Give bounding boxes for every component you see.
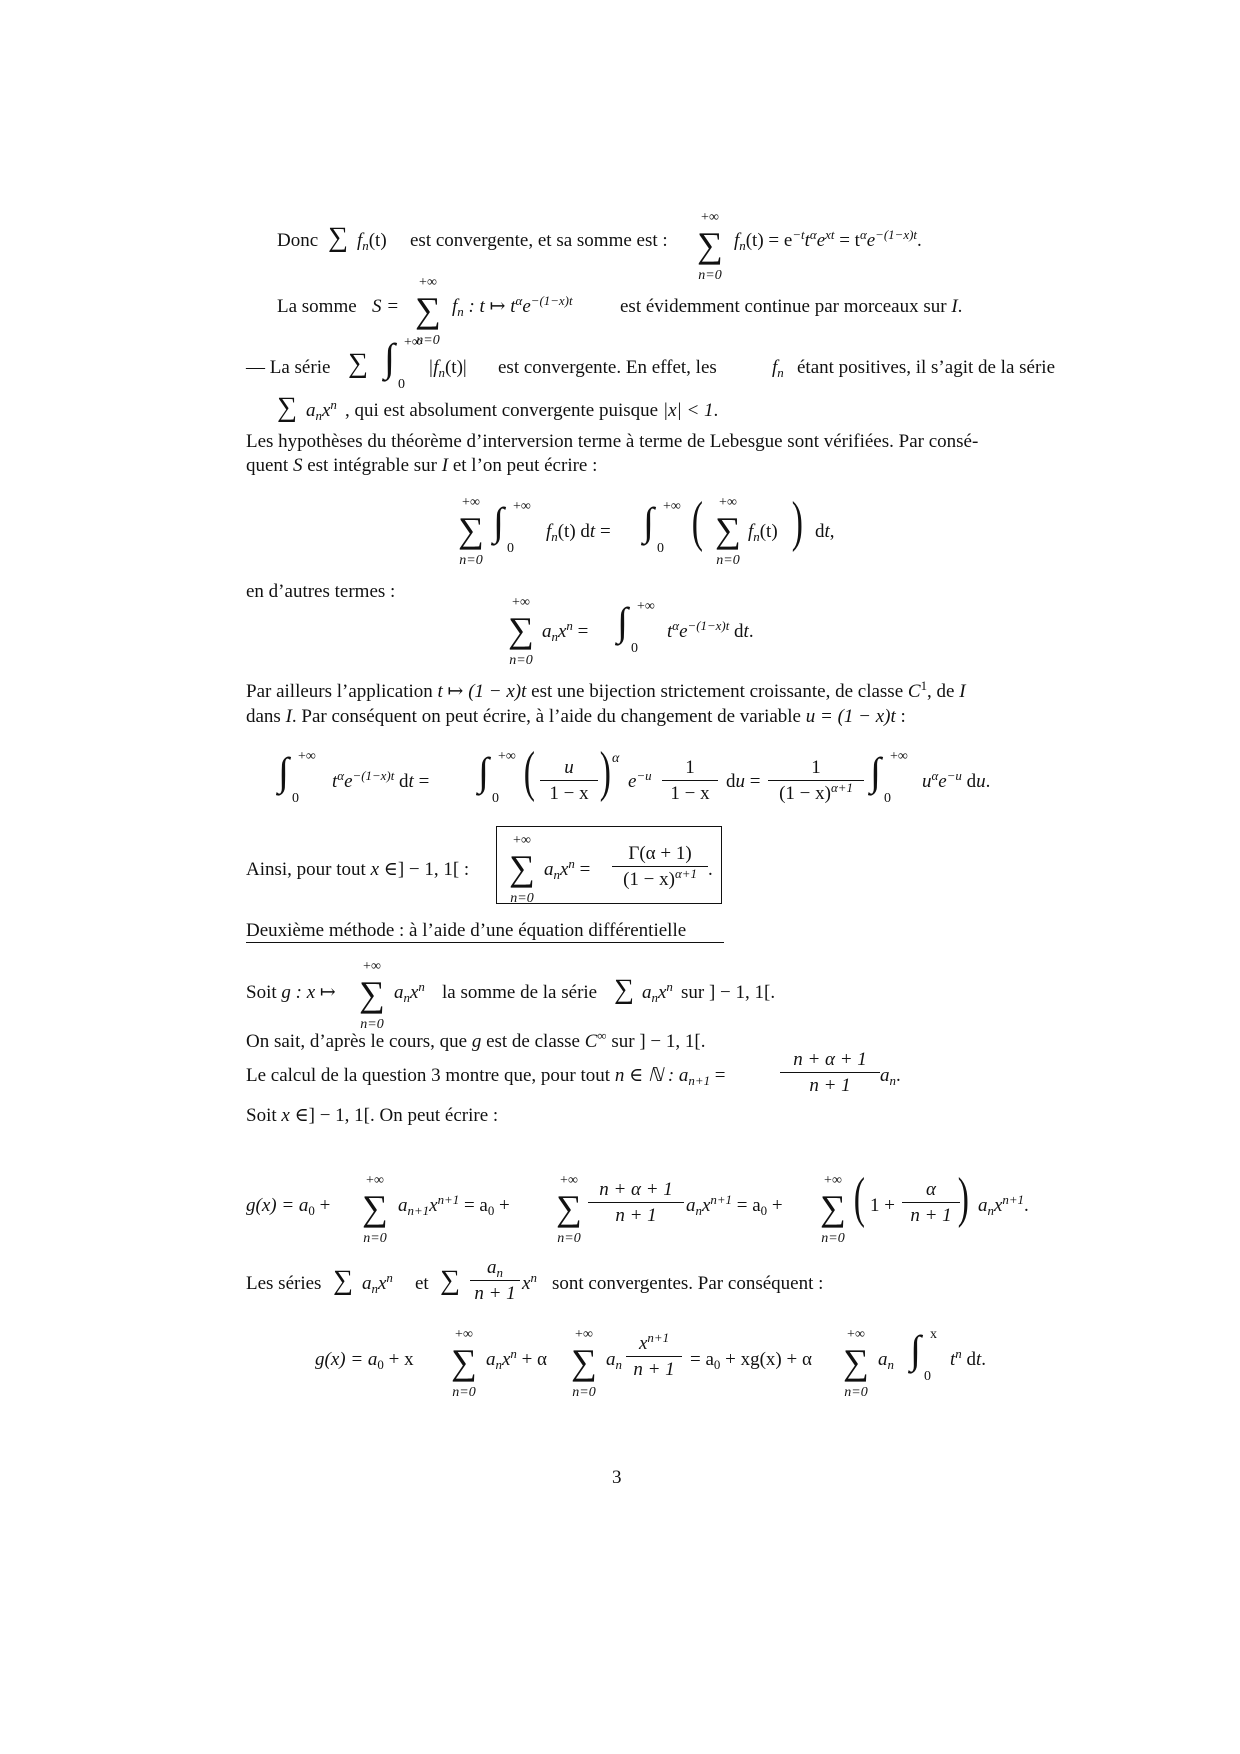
paragraph-line: Le calcul de la question 3 montre que, pour tout n ∈ ℕ : $a_{n+1}$ = [246,1065,726,1088]
sigma-small: ∑ [614,974,634,1005]
term: $a_nx^{n+1}$. [978,1191,1029,1218]
paragraph-line: Les séries [246,1273,322,1294]
g-eq: $g(x) = a_0 + x$ [315,1349,414,1372]
integrand: $t^n$ dt. [950,1345,987,1370]
anxn: $a_nx^n$ [306,396,337,423]
exp-term: $e^{-u}$ [628,767,652,792]
anxn: $a_nx^n$ [362,1269,393,1296]
fn-t: $f_n(t)$ [748,521,778,544]
one-plus: 1 + [870,1195,895,1216]
paragraph-line: en d’autres termes : [246,581,396,602]
text: est convergente, et sa somme est : [410,230,668,251]
text: , qui est absolument convergente puisque |x| < 1. [345,400,719,421]
integrand: $u^\alpha e^{-u}$ du. [922,767,991,792]
integrand: $t^\alpha e^{-(1-x)t}$ dt = [332,767,430,792]
paragraph-line: dans I. Par conséquent on peut écrire, à l’aide du changement de variable u = (1 − x)t : [246,706,906,727]
right-paren: ) [791,491,803,553]
text: Donc [277,230,319,251]
an: $a_n$ [606,1349,622,1372]
right-paren: ) [599,741,611,803]
paragraph-line: On sait, d’après le cours, que g est de classe C∞ sur ] − 1, 1[. [246,1027,706,1052]
fraction: $\frac{x^{n+1}}{n + 1}$ [626,1334,682,1379]
integrand: $t^\alpha e^{-(1-x)t}$ dt. [667,617,754,642]
an: $a_n$. [880,1065,901,1088]
equation: $a_nx^n$ = [542,617,589,644]
sigma-small: ∑ [440,1265,460,1296]
anxn: $a_nx^n$ = [544,855,591,882]
sigma-small: ∑ [333,1265,353,1296]
left-paren: ( [691,491,703,553]
equation: $f_n$ : t ↦ $t^\alpha e^{-(1-x)t}$ [452,292,573,319]
paragraph-line: Par ailleurs l’application t ↦ (1 − x)t est une bijection strictement croissante, de classe $C^1$, de I [246,677,966,702]
sigma-small: ∑ [348,348,368,379]
anxn: $a_nx^n$ [394,978,425,1005]
fraction: $\frac{1}{(1 - x)^{\alpha+1}}$ [768,758,864,803]
text: sont convergentes. Par conséquent : [552,1273,824,1294]
sigma-small: ∑ [328,222,348,253]
du: du = [726,771,761,792]
term: $a_{n+1}x^{n+1} = a_0$ + [398,1191,510,1218]
anxn: $a_nx^n$ [642,978,673,1005]
fraction: $\frac{n + \alpha + 1}{n + 1}$ [588,1180,684,1225]
line-1 [277,231,318,250]
term: $a_nx^n + \alpha$ [486,1345,548,1372]
term: = $a_0 + xg(x) + \alpha$ [690,1349,812,1372]
paragraph-line: quent S est intégrable sur I et l’on peut écrire : [246,455,598,476]
g-eq: $g(x) = a_0$ + [246,1195,331,1218]
text: sur ] − 1, 1[. [681,982,776,1003]
sigma-small: ∑ [277,392,297,423]
text: est évidemment continue par morceaux sur I. [620,296,963,317]
xn: $x^n$ [522,1269,537,1294]
paragraph-line: Ainsi, pour tout x ∈] − 1, 1[ : [246,859,470,880]
S-eq: S = [372,296,400,317]
text: la somme de la série [442,982,598,1003]
fn-t: $f_n(t)$ [357,230,387,253]
page-number: 3 [612,1467,622,1488]
paragraph-line: Les hypothèses du théorème d’interversion terme à terme de Lebesgue sont vérifiées. Par consé- [246,431,979,452]
paragraph-line: Soit x ∈] − 1, 1[. On peut écrire : [246,1105,499,1126]
period: . [708,859,713,880]
fraction: $\frac{a_n}{n + 1}$ [470,1258,520,1303]
line-2: La somme [277,296,357,317]
text: dt, [815,521,835,542]
fn: $f_n$ [772,357,784,380]
fraction: $\frac{\Gamma(\alpha + 1)}{(1 - x)^{\alpha+1}}$ [612,844,708,889]
section-title: Deuxième méthode : à l’aide d’une équation différentielle [246,920,687,941]
text: étant positives, il s’agit de la série [797,357,1056,378]
fraction: $\frac{\alpha}{n + 1}$ [902,1180,960,1225]
text: est convergente. En effet, les [498,357,717,378]
fraction: $\frac{n + \alpha + 1}{n + 1}$ [780,1050,880,1095]
exp-alpha: α [612,751,620,766]
left-paren: ( [523,741,535,803]
line-3: — La série [246,357,331,378]
paragraph-line: Soit g : x ↦ [246,982,336,1003]
underline [246,942,724,943]
an: $a_n$ [878,1349,894,1372]
equation: $f_n(t)$ dt = [546,521,611,544]
text: et [415,1273,429,1294]
left-paren: ( [853,1167,865,1229]
equation: $f_n(t) = e^{-t}t^\alpha e^{xt} = t^\alpha e^{-(1-x)t}$. [734,226,922,253]
term: $a_nx^{n+1} = a_0$ + [686,1191,783,1218]
right-paren: ) [957,1167,969,1229]
fraction: $\frac{1}{1 - x}$ [662,758,718,803]
abs-fn: $|f_n(t)|$ [428,357,467,380]
fraction: $\frac{u}{1 - x}$ [540,758,598,803]
